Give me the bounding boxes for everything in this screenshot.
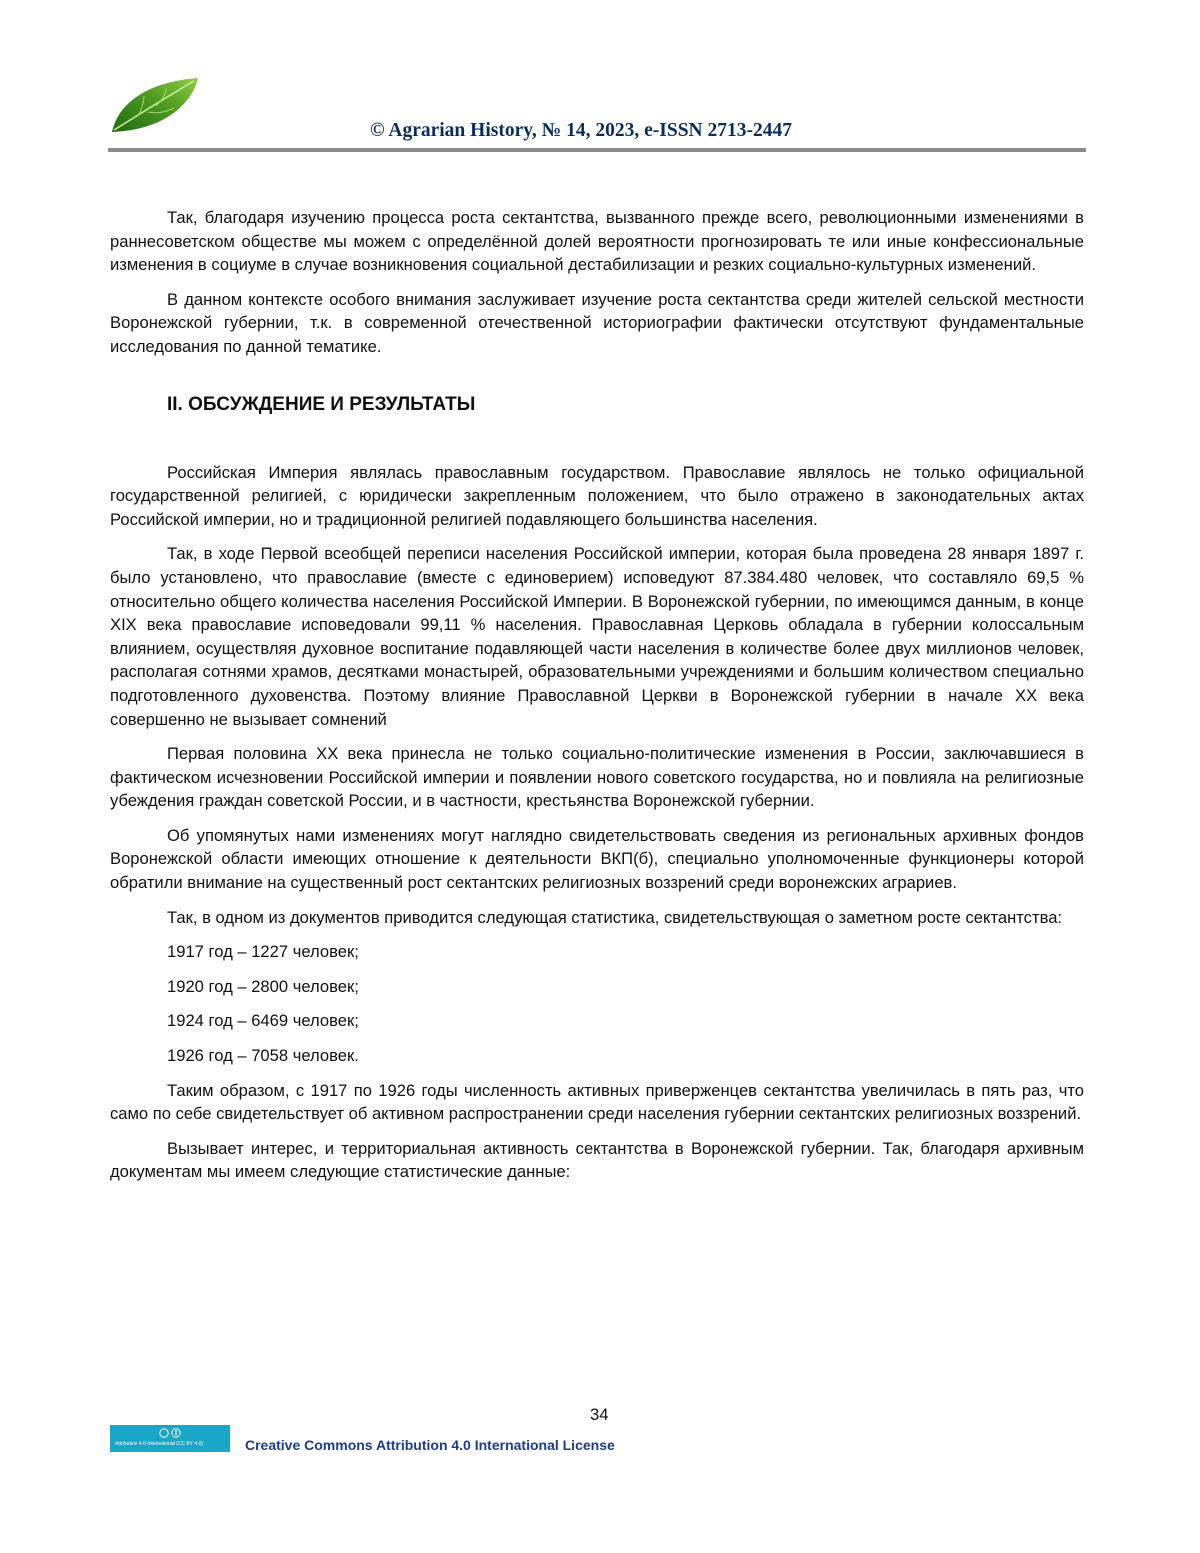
body-paragraph: Так, в одном из документов приводится следующая статистика, свидетельствующая о заметном росте сектантства:: [167, 907, 1063, 927]
body-paragraph: Российская Империя являлась православным государством. Православие являлось не только официальной государственной религией, с юридически закрепленным положением, что было отражено в законодательных актах Российской империи, но и традиционной религией подавляющего большинства населения.: [110, 462, 1084, 529]
section-heading: II. ОБСУЖДЕНИЕ И РЕЗУЛЬТАТЫ: [167, 393, 476, 415]
body-paragraph: В данном контексте особого внимания заслуживает изучение роста сектантства среди жителей сельской местности Воронежской губернии, т.к. в современной отечественной историографии фактически отсутствуют фундаментальные исследования по данной тематике.: [110, 289, 1084, 356]
statistics-line: 1924 год – 6469 человек;: [167, 1011, 359, 1031]
cc-by-icon: [156, 1428, 186, 1438]
body-paragraph: Так, благодаря изучению процесса роста сектантства, вызванного прежде всего, революционными изменениями в раннесоветском обществе мы можем с определённой долей вероятности прогнозировать те или иные конфессиональные изменения в социуме в случае возникновения социальной дестабилизации и резких социально-культурных изменений.: [110, 208, 1084, 275]
leaf-icon: [108, 74, 204, 136]
body-paragraph: Первая половина XX века принесла не только социально-политические изменения в России, заключавшиеся в фактическом исчезновении Российской империи и появлении нового советского государства, но и повлияла на религиозные убеждения граждан советской России, и в частности, крестьянства Воронежской губернии.: [110, 744, 1084, 811]
cc-license-badge[interactable]: [110, 1425, 230, 1452]
page-number: 34: [590, 1405, 609, 1424]
page-header: [108, 70, 1086, 154]
statistics-line: 1917 год – 1227 человек;: [167, 942, 359, 962]
body-paragraph: Таким образом, с 1917 по 1926 годы численность активных приверженцев сектантства увеличилась в пять раз, что само по себе свидетельствует об активном распространении среди населения губернии сектантских религиозных воззрений.: [110, 1080, 1084, 1124]
page-footer: [110, 1423, 710, 1455]
body-paragraph: Так, в ходе Первой всеобщей переписи населения Российской империи, которая была проведена 28 января 1897 г. было установлено, что православие (вместе с единоверием) исповедуют 87.384.480 человек, что составляло 69,5 % относительно общего количества населения Российской Империи. В Воронежской губернии, по имеющимся данным, в конце XIX века православие исповедовали 99,11 % населения. Православная Церковь обладала в губернии колоссальным влиянием, осуществляя духовное воспитание подавляющей части населения в количестве более двух миллионов человек, располагая сотнями храмов, десятками монастырей, образовательными учреждениями и большим количеством специально подготовленного духовенства. Поэтому влияние Православной Церкви в Воронежской губернии в начале XX века совершенно не вызывает сомнений: [110, 544, 1084, 729]
journal-title: © Agrarian History, № 14, 2023, e-ISSN 2713-2447: [370, 120, 792, 141]
cc-badge-caption: Attribution 4.0 International (CC BY 4.0): [115, 1441, 204, 1447]
license-link[interactable]: Creative Commons Attribution 4.0 International License: [245, 1437, 615, 1453]
statistics-line: 1926 год – 7058 человек.: [167, 1046, 359, 1066]
statistics-line: 1920 год – 2800 человек;: [167, 976, 359, 996]
header-divider: [108, 148, 1086, 152]
article-body: [110, 206, 1084, 1195]
body-paragraph: Вызывает интерес, и территориальная активность сектантства в Воронежской губернии. Так, благодаря архивным документам мы имеем следующие статистические данные:: [110, 1138, 1084, 1182]
body-paragraph: Об упомянутых нами изменениях могут наглядно свидетельствовать сведения из региональных архивных фондов Воронежской области имеющих отношение к деятельности ВКП(б), специально уполномоченные функционеры которой обратили внимание на существенный рост сектантских религиозных воззрений среди воронежских аграриев.: [110, 825, 1084, 893]
